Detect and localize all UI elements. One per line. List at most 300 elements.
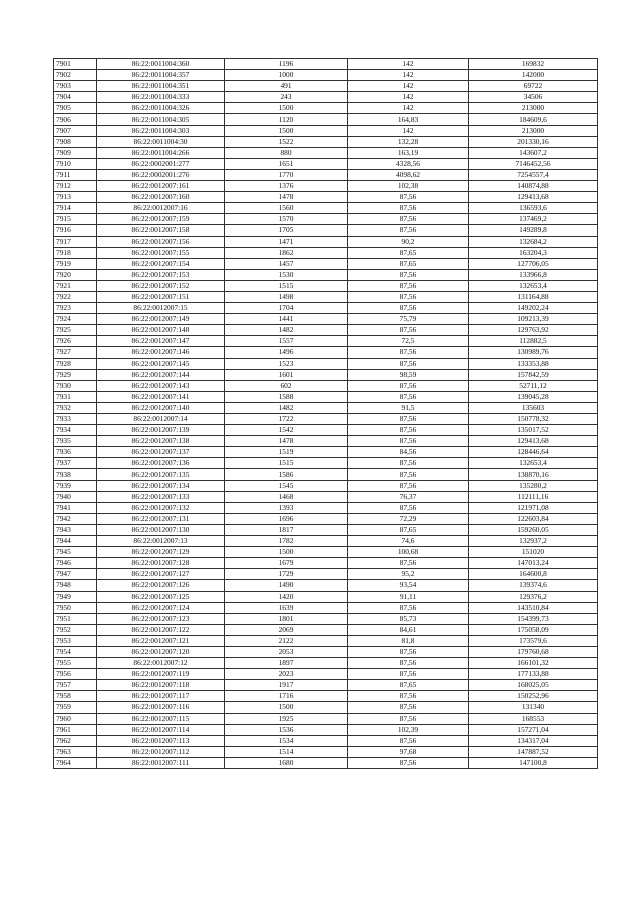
cadastral-number-cell: 86:22:0012007:15 [97,303,225,314]
table-row [54,347,598,358]
row-number-cell: 7963 [54,746,97,757]
row-number-cell: 7921 [54,280,97,291]
row-number-cell: 7913 [54,192,97,203]
total-value-cell: 177133,88 [469,669,598,680]
area-cell: 1478 [225,436,348,447]
row-number-cell: 7907 [54,125,97,136]
rate-cell: 87,56 [348,358,469,369]
row-number-cell: 7936 [54,447,97,458]
cadastral-number-cell: 86:22:0012007:111 [97,757,225,768]
cadastral-number-cell: 86:22:0012007:148 [97,325,225,336]
area-cell: 1588 [225,391,348,402]
cadastral-number-cell: 86:22:0012007:121 [97,635,225,646]
rate-cell: 87,56 [348,225,469,236]
area-cell: 1500 [225,702,348,713]
total-value-cell: 147100,8 [469,757,598,768]
row-number-cell: 7930 [54,380,97,391]
row-number-cell: 7942 [54,513,97,524]
total-value-cell: 129763,92 [469,325,598,336]
cadastral-number-cell: 86:22:0012007:132 [97,502,225,513]
rate-cell: 87,56 [348,203,469,214]
cadastral-number-cell: 86:22:0012007:133 [97,491,225,502]
area-cell: 1478 [225,192,348,203]
area-cell: 1782 [225,536,348,547]
cadastral-number-cell: 86:22:0012007:122 [97,624,225,635]
rate-cell: 95,2 [348,569,469,580]
row-number-cell: 7918 [54,247,97,258]
cadastral-number-cell: 86:22:0012007:116 [97,702,225,713]
area-cell: 1570 [225,214,348,225]
rate-cell: 87,65 [348,247,469,258]
area-cell: 1801 [225,613,348,624]
total-value-cell: 135603 [469,402,598,413]
total-value-cell: 132684,2 [469,236,598,247]
cadastral-number-cell: 86:22:0012007:130 [97,524,225,535]
table-row [54,480,598,491]
row-number-cell: 7934 [54,425,97,436]
rate-cell: 87,56 [348,669,469,680]
area-cell: 1000 [225,70,348,81]
area-cell: 1196 [225,59,348,70]
table-row [54,214,598,225]
table-row [54,136,598,147]
table-row [54,81,598,92]
rate-cell: 90,2 [348,236,469,247]
table-row [54,114,598,125]
rate-cell: 91,5 [348,402,469,413]
cadastral-number-cell: 86:22:0012007:123 [97,613,225,624]
rate-cell: 87,56 [348,347,469,358]
row-number-cell: 7925 [54,325,97,336]
area-cell: 1420 [225,591,348,602]
total-value-cell: 166101,32 [469,658,598,669]
rate-cell: 102,39 [348,724,469,735]
area-cell: 1601 [225,369,348,380]
total-value-cell: 128446,64 [469,447,598,458]
row-number-cell: 7915 [54,214,97,225]
total-value-cell: 168025,05 [469,680,598,691]
total-value-cell: 157271,04 [469,724,598,735]
area-cell: 1490 [225,580,348,591]
table-row [54,247,598,258]
row-number-cell: 7948 [54,580,97,591]
rate-cell: 74,6 [348,536,469,547]
total-value-cell: 139374,6 [469,580,598,591]
area-cell: 1770 [225,169,348,180]
table-row [54,380,598,391]
table-row [54,192,598,203]
rate-cell: 84,61 [348,624,469,635]
table-row [54,691,598,702]
area-cell: 2053 [225,646,348,657]
total-value-cell: 139045,28 [469,391,598,402]
area-cell: 1498 [225,291,348,302]
table-row [54,458,598,469]
row-number-cell: 7951 [54,613,97,624]
row-number-cell: 7905 [54,103,97,114]
area-cell: 1917 [225,680,348,691]
area-cell: 1496 [225,347,348,358]
rate-cell: 142 [348,70,469,81]
rate-cell: 87,56 [348,425,469,436]
rate-cell: 87,56 [348,192,469,203]
total-value-cell: 52711,12 [469,380,598,391]
total-value-cell: 149202,24 [469,303,598,314]
row-number-cell: 7941 [54,502,97,513]
row-number-cell: 7926 [54,336,97,347]
area-cell: 1897 [225,658,348,669]
rate-cell: 100,68 [348,547,469,558]
row-number-cell: 7912 [54,181,97,192]
table-row [54,92,598,103]
row-number-cell: 7940 [54,491,97,502]
rate-cell: 87,56 [348,602,469,613]
total-value-cell: 129413,68 [469,436,598,447]
table-row [54,369,598,380]
row-number-cell: 7957 [54,680,97,691]
area-cell: 1862 [225,247,348,258]
cadastral-number-cell: 86:22:0012007:155 [97,247,225,258]
area-cell: 1500 [225,547,348,558]
table-row [54,613,598,624]
cadastral-number-cell: 86:22:0002001:277 [97,158,225,169]
cadastral-number-cell: 86:22:0012007:152 [97,280,225,291]
area-cell: 1530 [225,269,348,280]
row-number-cell: 7931 [54,391,97,402]
table-row [54,602,598,613]
cadastral-number-cell: 86:22:0011004:266 [97,147,225,158]
row-number-cell: 7916 [54,225,97,236]
table-row [54,125,598,136]
rate-cell: 93,54 [348,580,469,591]
cadastral-number-cell: 86:22:0011004:303 [97,125,225,136]
row-number-cell: 7927 [54,347,97,358]
total-value-cell: 109213,39 [469,314,598,325]
table-row [54,203,598,214]
area-cell: 1705 [225,225,348,236]
total-value-cell: 143510,84 [469,602,598,613]
area-cell: 1536 [225,724,348,735]
table-row [54,303,598,314]
table-row [54,746,598,757]
table-row [54,169,598,180]
rate-cell: 87,56 [348,391,469,402]
rate-cell: 164,83 [348,114,469,125]
cadastral-number-cell: 86:22:0011004:305 [97,114,225,125]
total-value-cell: 133966,8 [469,269,598,280]
row-number-cell: 7914 [54,203,97,214]
area-cell: 1471 [225,236,348,247]
cadastral-number-cell: 86:22:0011004:360 [97,59,225,70]
rate-cell: 87,56 [348,702,469,713]
area-cell: 1393 [225,502,348,513]
cadastral-number-cell: 86:22:0011004:326 [97,103,225,114]
row-number-cell: 7908 [54,136,97,147]
row-number-cell: 7919 [54,258,97,269]
row-number-cell: 7923 [54,303,97,314]
cadastral-number-cell: 86:22:0012007:149 [97,314,225,325]
cadastral-number-cell: 86:22:0012007:151 [97,291,225,302]
table-row [54,103,598,114]
cadastral-number-cell: 86:22:0012007:131 [97,513,225,524]
row-number-cell: 7946 [54,558,97,569]
row-number-cell: 7950 [54,602,97,613]
cadastral-number-cell: 86:22:0012007:141 [97,391,225,402]
area-cell: 1704 [225,303,348,314]
table-row [54,724,598,735]
total-value-cell: 151020 [469,547,598,558]
rate-cell: 142 [348,59,469,70]
area-cell: 1376 [225,181,348,192]
total-value-cell: 135280,2 [469,480,598,491]
area-cell: 1716 [225,691,348,702]
area-cell: 880 [225,147,348,158]
table-row [54,680,598,691]
rate-cell: 87,56 [348,691,469,702]
total-value-cell: 112882,5 [469,336,598,347]
row-number-cell: 7960 [54,713,97,724]
cadastral-number-cell: 86:22:0012007:154 [97,258,225,269]
table-row [54,325,598,336]
total-value-cell: 136593,6 [469,203,598,214]
area-cell: 1542 [225,425,348,436]
cadastral-number-cell: 86:22:0012007:128 [97,558,225,569]
total-value-cell: 147013,24 [469,558,598,569]
rate-cell: 87,65 [348,680,469,691]
area-cell: 491 [225,81,348,92]
total-value-cell: 213000 [469,103,598,114]
row-number-cell: 7944 [54,536,97,547]
cadastral-number-cell: 86:22:0012007:145 [97,358,225,369]
row-number-cell: 7955 [54,658,97,669]
total-value-cell: 129376,2 [469,591,598,602]
area-cell: 1817 [225,524,348,535]
cadastral-number-cell: 86:22:0012007:119 [97,669,225,680]
row-number-cell: 7958 [54,691,97,702]
area-cell: 1120 [225,114,348,125]
table-row [54,558,598,569]
table-row [54,147,598,158]
total-value-cell: 137469,2 [469,214,598,225]
table-row [54,646,598,657]
table-row [54,735,598,746]
row-number-cell: 7932 [54,402,97,413]
rate-cell: 4328,56 [348,158,469,169]
row-number-cell: 7911 [54,169,97,180]
area-cell: 1482 [225,402,348,413]
row-number-cell: 7949 [54,591,97,602]
total-value-cell: 149289,8 [469,225,598,236]
rate-cell: 87,56 [348,269,469,280]
total-value-cell: 163204,3 [469,247,598,258]
area-cell: 1522 [225,136,348,147]
cadastral-number-cell: 86:22:0012007:115 [97,713,225,724]
table-row [54,358,598,369]
rate-cell: 91,11 [348,591,469,602]
cadastral-number-cell: 86:22:0012007:158 [97,225,225,236]
rate-cell: 142 [348,103,469,114]
cadastral-number-cell: 86:22:0012007:135 [97,469,225,480]
cadastral-number-cell: 86:22:0012007:160 [97,192,225,203]
table-row [54,757,598,768]
total-value-cell: 130989,76 [469,347,598,358]
cadastral-number-cell: 86:22:0012007:134 [97,480,225,491]
table-row [54,591,598,602]
total-value-cell: 69722 [469,81,598,92]
cadastral-number-cell: 86:22:0012007:139 [97,425,225,436]
table-row [54,391,598,402]
table-row [54,414,598,425]
area-cell: 2122 [225,635,348,646]
cadastral-number-cell: 86:22:0012007:114 [97,724,225,735]
area-cell: 1534 [225,735,348,746]
rate-cell: 87,56 [348,280,469,291]
total-value-cell: 159260,05 [469,524,598,535]
total-value-cell: 131164,88 [469,291,598,302]
total-value-cell: 184609,6 [469,114,598,125]
table-body [54,59,598,769]
table-row [54,70,598,81]
cadastral-number-cell: 86:22:0012007:120 [97,646,225,657]
row-number-cell: 7909 [54,147,97,158]
row-number-cell: 7961 [54,724,97,735]
total-value-cell: 121971,08 [469,502,598,513]
rate-cell: 142 [348,81,469,92]
total-value-cell: 135017,52 [469,425,598,436]
area-cell: 1515 [225,280,348,291]
table-row [54,569,598,580]
row-number-cell: 7935 [54,436,97,447]
rate-cell: 87,56 [348,380,469,391]
rate-cell: 87,56 [348,469,469,480]
row-number-cell: 7901 [54,59,97,70]
total-value-cell: 132653,4 [469,458,598,469]
cadastral-number-cell: 86:22:0012007:12 [97,658,225,669]
rate-cell: 97,68 [348,746,469,757]
cadastral-number-cell: 86:22:0012007:161 [97,181,225,192]
total-value-cell: 133353,88 [469,358,598,369]
total-value-cell: 147887,52 [469,746,598,757]
row-number-cell: 7902 [54,70,97,81]
rate-cell: 87,56 [348,558,469,569]
table-row [54,536,598,547]
table-row [54,702,598,713]
rate-cell: 87,56 [348,214,469,225]
cadastral-number-cell: 86:22:0012007:146 [97,347,225,358]
area-cell: 1545 [225,480,348,491]
rate-cell: 87,56 [348,303,469,314]
area-cell: 1586 [225,469,348,480]
area-cell: 1729 [225,569,348,580]
table-row [54,502,598,513]
cadastral-number-cell: 86:22:0011004:357 [97,70,225,81]
table-row [54,158,598,169]
area-cell: 1441 [225,314,348,325]
cadastral-number-cell: 86:22:0011004:333 [97,92,225,103]
rate-cell: 4098,62 [348,169,469,180]
cadastral-number-cell: 86:22:0012007:153 [97,269,225,280]
area-cell: 1651 [225,158,348,169]
total-value-cell: 34506 [469,92,598,103]
rate-cell: 87,56 [348,480,469,491]
total-value-cell: 201330,16 [469,136,598,147]
total-value-cell: 154399,73 [469,613,598,624]
rate-cell: 142 [348,92,469,103]
table-row [54,181,598,192]
rate-cell: 102,38 [348,181,469,192]
data-table [53,58,598,769]
table-row [54,624,598,635]
area-cell: 2069 [225,624,348,635]
table-row [54,291,598,302]
rate-cell: 87,56 [348,291,469,302]
area-cell: 1557 [225,336,348,347]
total-value-cell: 134317,04 [469,735,598,746]
table-row [54,280,598,291]
row-number-cell: 7943 [54,524,97,535]
rate-cell: 163,19 [348,147,469,158]
cadastral-number-cell: 86:22:0012007:118 [97,680,225,691]
area-cell: 1696 [225,513,348,524]
cadastral-number-cell: 86:22:0012007:140 [97,402,225,413]
area-cell: 1457 [225,258,348,269]
rate-cell: 87,56 [348,325,469,336]
area-cell: 1468 [225,491,348,502]
area-cell: 1500 [225,103,348,114]
rate-cell: 87,65 [348,258,469,269]
row-number-cell: 7956 [54,669,97,680]
table-row [54,59,598,70]
total-value-cell: 213000 [469,125,598,136]
area-cell: 1560 [225,203,348,214]
total-value-cell: 169832 [469,59,598,70]
rate-cell: 72,29 [348,513,469,524]
total-value-cell: 142000 [469,70,598,81]
cadastral-number-cell: 86:22:0012007:136 [97,458,225,469]
rate-cell: 87,56 [348,646,469,657]
row-number-cell: 7922 [54,291,97,302]
total-value-cell: 7146452,56 [469,158,598,169]
area-cell: 1639 [225,602,348,613]
area-cell: 1519 [225,447,348,458]
area-cell: 1500 [225,125,348,136]
row-number-cell: 7924 [54,314,97,325]
table-row [54,524,598,535]
row-number-cell: 7959 [54,702,97,713]
table-row [54,713,598,724]
row-number-cell: 7904 [54,92,97,103]
row-number-cell: 7954 [54,646,97,657]
table-row [54,580,598,591]
rate-cell: 72,5 [348,336,469,347]
table-row [54,269,598,280]
cadastral-number-cell: 86:22:0011004:351 [97,81,225,92]
total-value-cell: 150778,32 [469,414,598,425]
row-number-cell: 7947 [54,569,97,580]
total-value-cell: 132937,2 [469,536,598,547]
row-number-cell: 7962 [54,735,97,746]
rate-cell: 87,65 [348,524,469,535]
total-value-cell: 164600,8 [469,569,598,580]
total-value-cell: 157842,59 [469,369,598,380]
rate-cell: 142 [348,125,469,136]
cadastral-number-cell: 86:22:0012007:112 [97,746,225,757]
cadastral-number-cell: 86:22:0012007:156 [97,236,225,247]
row-number-cell: 7928 [54,358,97,369]
table-row [54,314,598,325]
cadastral-number-cell: 86:22:0012007:13 [97,536,225,547]
row-number-cell: 7964 [54,757,97,768]
